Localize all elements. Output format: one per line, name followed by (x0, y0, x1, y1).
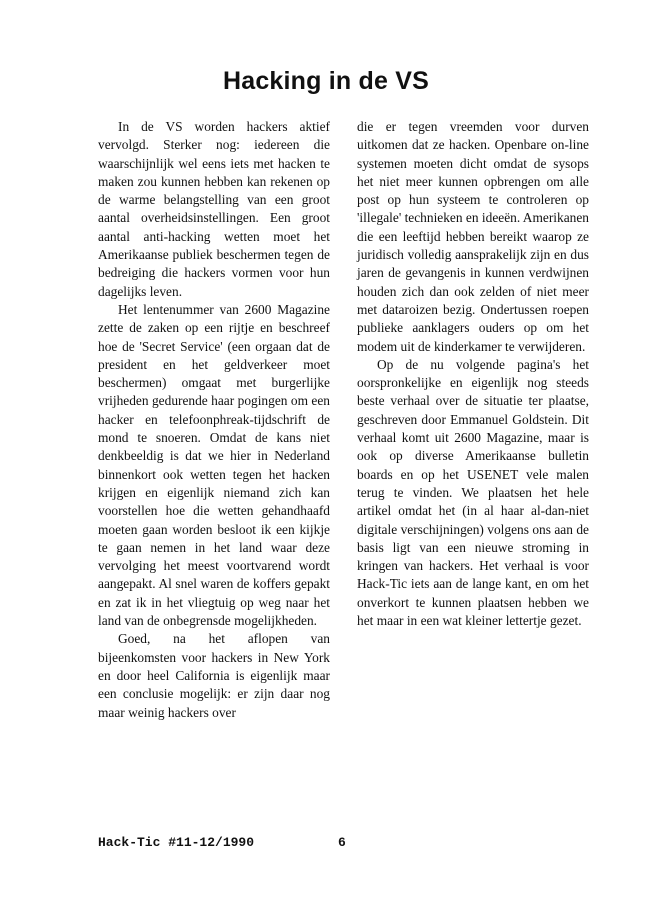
paragraph: die er tegen vreemden voor durven uitkomen dat ze hacken. Openbare on-line systemen moeten dicht omdat de sysops het niet meer kunnen opbrengen om alle post op hun systeem te controleren op 'illegale' technieken en ideeën. Amerikanen die een leeftijd hebben bereikt waarop ze juridisch volledig aansprakelijk zijn en dus jaren de gevangenis in kunnen verdwijnen houden zich dan ook zelden of niet meer met dataroizen bezig. Ondertussen roepen publieke aanklagers ouders op om het modem uit de kinderkamer te verwijderen. (357, 119, 589, 354)
paragraph: Goed, na het aflopen van bijeenkomsten voor hackers in New York en door heel California is eigenlijk maar een conclusie mogelijk: er zijn daar nog maar weinig hackers over (98, 631, 330, 720)
page-number: 6 (338, 835, 346, 850)
article-title: Hacking in de VS (222, 66, 430, 95)
left-column (98, 118, 330, 722)
paragraph: Het lentenummer van 2600 Magazine zette de zaken op een rijtje en beschreef hoe de 'Secret Service' (een orgaan dat de president en het geldverkeer moet beschermen) omgaat met burgerlijke vrijheden gedurende haar pogingen om een hacker en telefoonphreak-tijdschrift de mond te snoeren. Omdat de kans niet denkbeeldig is dat we hier in Nederland binnenkort ook wetten tegen het hacken krijgen en eigenlijk niemand zich kan voorstellen hoe die wetten gehandhaafd moeten gaan worden besloot ik een kijkje te gaan nemen in het land waar deze vervolging het meest voortvarend wordt aangepakt. Al snel waren de koffers gepakt en zat ik in het vliegtuig op weg naar het land van de onbegrensde mogelijkheden. (98, 301, 330, 629)
right-column (357, 118, 589, 630)
paragraph: Op de nu volgende pagina's het oorspronkelijke en eigenlijk nog steeds beste verhaal over de situatie ter plaatse, geschreven door Emmanuel Goldstein. Dit verhaal komt uit 2600 Magazine, maar is ook op diverse Amerikaanse bulletin boards en op het USENET vele malen terug te vinden. We plaatsen het hele artikel omdat het (in al haar al-dan-niet digitale verschijningen) volgens ons aan de basis ligt van een nieuwe stroming in kringen van hackers. Het verhaal is voor Hack-Tic iets aan de lange kant, en om het onverkort te kunnen plaatsen hebben we het maar in een wat kleiner lettertje gezet. (357, 356, 589, 629)
page-footer (98, 835, 346, 850)
issue-label: Hack-Tic #11-12/1990 (98, 835, 255, 850)
paragraph: In de VS worden hackers aktief vervolgd. Sterker nog: iedereen die waarschijnlijk wel eens iets met hacken te maken zou kunnen hebben kan rekenen op de warme belangstelling van een groot aantal overheidsinstellingen. Een groot aantal anti-hacking wetten moet het Amerikaanse publiek beschermen tegen de bedreiging die hackers vormen voor hun dagelijks leven. (98, 119, 330, 299)
